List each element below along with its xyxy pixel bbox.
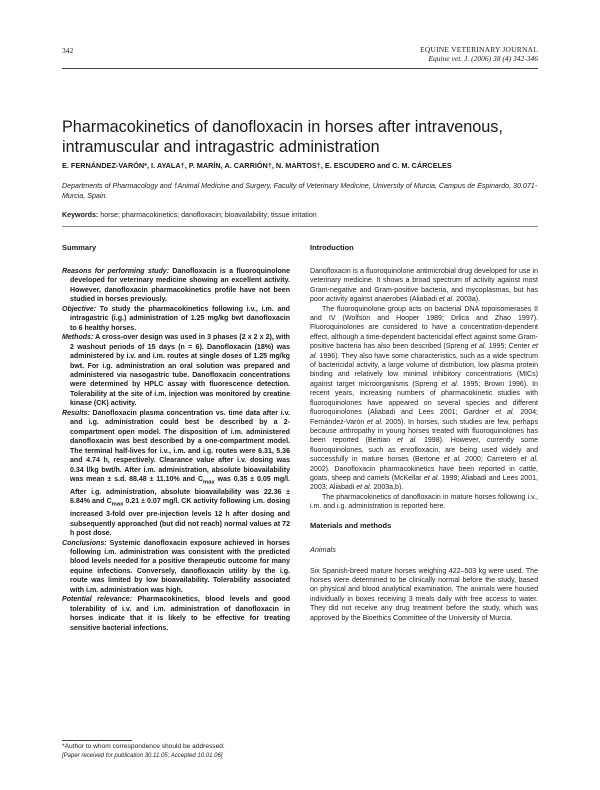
methods-label: Methods: [62,334,94,342]
et-al: et al. [356,484,372,492]
intro-p2-text: 1996). They also have some characteristics, such as a wide spectrum of bactericidal activity, a large volume of distribution, low plasma protein binding and relatively low minimal inhibitory concentrations (MICs) against target microorganisms (Spreng [310,352,538,388]
results-text-1: Danofloxacin plasma concentration vs. time data after i.v. and i.g. administration could best be described by a 2-compartment open model. The disposition of i.m. administered danofloxacin was best described by a one-compartment model. The terminal half-lives for i.v., i.m. and i.g. routes were 6.31, 5.36 and 4.74 h, respectively. Clearance value after i.v. dosing was 0.34 l/kg bwt/h. After i.m. administration, absolute bioavailability was mean ± s.d. 88.48 ± 11.10% and C [70,409,290,483]
intro-p1-text: Danofloxacin is a fluoroquinolone antimicrobial drug developed for use in veterinary medicine. It shows a broad spectrum of activity against most Gram-negative and Gram-positive bacteria, and mycoplasmas, but has poor activity against anaerobes (Aliabadi [310,268,538,304]
header-divider [62,68,538,69]
reasons-text: Danofloxacin is a fluoroquinolone developed for veterinary medicine showing an excellent activity. However, danofloxacin pharmacokinetics profile have not been studied in horses previously. [70,268,290,304]
conclusions-text: Systemic danofloxacin exposure achieved in horses following i.m. administration was consistent with the predicted blood levels needed for a positive therapeutic outcome for many equine infections. Conversely, danofloxacin utility by the i.g. route was limited by low bioavailability. Tolerability associated with i.m. administration was high. [70,539,290,594]
intro-p2-text: 2005). In horses, such studies are few, perhaps because arthropathy in young horses treated with fluoroquinolones has been reported (Bertian [310,418,538,445]
intro-p2-text: 1999; Aliabadi and Lees 2001, 2003; Aliabadi [310,474,538,492]
intro-p2-text: The fluoroquinolone group acts on bacterial DNA topoisomerases II and IV (Wolfson and Hooper 1989; Drlica and Zhao 1997). Fluoroquinolones are considered to have a concentration-dependent effect, although a time-dependent bactericidal effect against some Gram-positive bacteria has also been described (Spreng [310,305,538,351]
summary-methods [62,333,290,409]
objective-text: To study the pharmacokinetics following i.v., i.m. and intragastric (i.g.) administration of 1.25 mg/kg bwt danofloxacin to 6 healthy horses. [70,305,290,332]
results-text-3: 0.21 ± 0.07 mg/l. CK activity following i.m. dosing increased 3-fold over pre-injection levels 12 h after dosing and subsequently approached (but did not reach) normal values at 72 h post dose. [70,498,290,538]
introduction-heading: Introduction [310,243,354,252]
intro-p2-text: 2003a,b). [371,484,404,492]
affiliation: Departments of Pharmacology and †Animal Medicine and Surgery, Faculty of Veterinary Medicine, University of Murcia, Campus de Espinardo, 30.071-Murcia, Spain. [62,182,538,200]
body-column [310,243,538,623]
intro-paragraph-3: The pharmacokinetics of danofloxacin in mature horses following i.v., i.m. and i.g. administration is reported here. [310,493,538,511]
journal-name: EQUINE VETERINARY JOURNAL [420,45,538,54]
page-number: 342 [62,46,74,55]
objective-label: Objective: [62,305,97,313]
keywords-text: horse; pharmacokinetics; danofloxacin; bioavailability; tissue irritation [100,211,317,219]
methods-heading: Materials and methods [310,520,392,530]
spacer [310,512,538,521]
conclusions-label: Conclusions: [62,539,107,547]
et-al: et al. [438,296,455,304]
journal-header [420,45,538,63]
summary-relevance [62,595,290,633]
summary-results [62,409,290,539]
intro-p2-text: 1995; Brown 1996). In recent years, increasing numbers of pharmacokinetic studies with fluoroquinolones have appeared on several species and different fluoroquinolones (Aliabadi and Lees 2001; Gardner [310,380,538,417]
animals-paragraph: Six Spanish-breed mature horses weighing 422–503 kg were used. The horses were determined to be clinically normal before the study, based on physical and blood analytical examination. The animals were housed individually in boxes receiving 3 meals daily with free access to water. They did not receive any drug treatment before the study, which was approved by the Bioethics Committee of the University of Murcia. [310,567,538,622]
intro-p2-text: 2000; Carretero [461,456,521,464]
et-al: et al. [310,343,539,360]
summary-reasons [62,267,290,305]
intro-p2-text: 1998). However, currently some fluoroquinolones, such as enrofloxacin, are being used widely and successfully in mature horses (Bertone [310,437,538,464]
et-al: et al. [366,418,383,426]
journal-reference: Equine vet. J. (2006) 38 (4) 342-346 [428,54,538,63]
correspondence-note: *Author to whom correspondence should be addressed. [62,743,225,750]
et-al: et al. [470,343,487,351]
received-note: [Paper received for publication 30.11.05; Accepted 10.01.06] [62,752,223,759]
keywords [62,211,538,220]
cmax-subscript-2: max [111,501,124,508]
reasons-label: Reasons for performing study: [62,268,170,275]
intro-p2-text: 2002). Danofloxacin pharmacokinetics have been reported in cattle, goats, sheep and camels (McKellar [310,465,538,482]
relevance-text: Pharmacokinetics, blood levels and good tolerability of i.v. and i.m. administration of danofloxacin in horses indicate that it is likely to be effective for treating sensitive bacterial infections. [70,596,290,632]
footnote-divider [62,740,132,741]
et-al: et al. [397,437,418,445]
relevance-label: Potential relevance: [62,596,133,604]
summary-objective [62,305,290,333]
keywords-label: Keywords: [62,211,99,219]
cmax-subscript-1: max [203,479,215,486]
footnote [62,743,462,760]
animals-subheading: Animals [310,544,336,554]
et-al: et al. [423,474,440,482]
et-al: et al. [520,456,538,464]
summary-column [62,243,290,633]
methods-text: A cross-over design was used in 3 phases (2 x 2 x 2), with 2 washout periods of 15 days (n = 6). Danofloxacin (18%) was administered by i.v. and i.m. routes at single doses of 1.25 mg/kg bwt. For i.g. administration an oral solution was prepared and administered via nasogastric tube. Danofloxacin concentrations were determined by HPLC assay with fluorescence detection. Tolerability at the site of i.m. injection was monitored by creatine kinase (CK) activity. [70,334,290,408]
et-al: et al. [443,456,462,464]
intro-p2-text: 1995; Center [486,343,533,351]
et-al: et al. [495,409,515,417]
keywords-divider [62,226,538,227]
summary-conclusions [62,539,290,596]
intro-paragraph-1 [310,267,538,305]
et-al: et al. [441,380,459,388]
intro-paragraph-2 [310,305,538,493]
results-label: Results: [62,409,90,417]
intro-p1-text: 2003a). [454,296,481,304]
author-list: E. FERNÁNDEZ-VARÓN*, I. AYALA†, P. MARÍN, A. CARRIÓN†, N. MARTOS†, E. ESCUDERO and C. M. CÁRCELES [62,161,452,170]
summary-heading: Summary [62,243,97,252]
results-text-2: was 0.35 ± 0.05 mg/l. After i.g. administration, absolute bioavailability was 22.36 ± 6.84% and C [70,475,290,506]
intro-p2-text: 2004; Fernández-Varón [310,409,538,426]
article-title: Pharmacokinetics of danofloxacin in horses after intravenous, intramuscular and intragastric administration [62,118,503,156]
